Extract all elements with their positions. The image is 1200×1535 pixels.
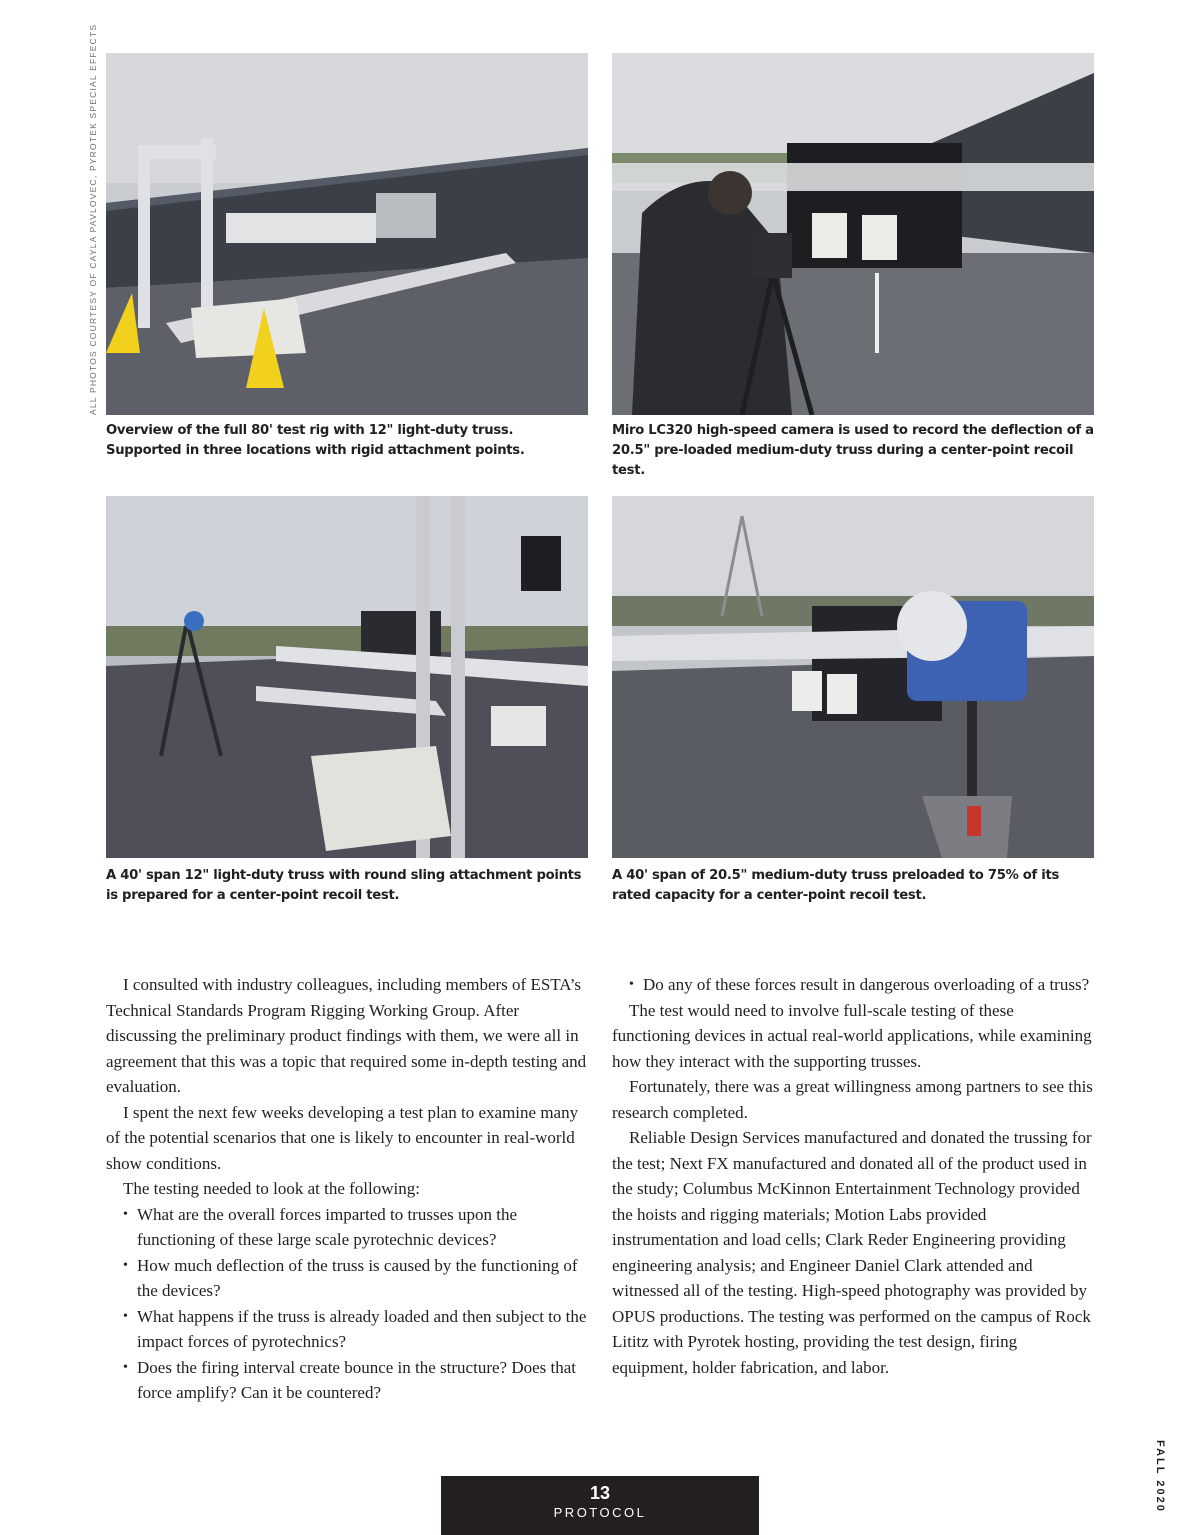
list-item: • Does the firing interval create bounce in the structure? Does that force amplify? Can it be countered?	[106, 1355, 590, 1406]
photo-caption: Overview of the full 80' test rig with 12" light-duty truss. Supported in three locations with rigid attachment points.	[106, 423, 525, 458]
photo-caption: A 40' span 12" light-duty truss with round sling attachment points is prepared for a center-point recoil test.	[106, 868, 582, 903]
paragraph: The testing needed to look at the following:	[123, 1179, 420, 1198]
photo-caption: Miro LC320 high-speed camera is used to record the deflection of a 20.5" pre-loaded medium-duty truss during a center-point recoil test.	[612, 423, 1094, 478]
photo-test-rig-overview	[106, 53, 588, 415]
bullet-list	[106, 1202, 590, 1406]
list-item: • Do any of these forces result in dangerous overloading of a truss?	[612, 972, 1096, 998]
body-column-left	[106, 972, 590, 1406]
paragraph: Reliable Design Services manufactured and donated the trussing for the test; Next FX manufactured and donated all of the product used in the study; Columbus McKinnon Entertainment Technology provided the hoists and rigging materials; Motion Labs provided instrumentation and load cells; Clark Reder Engineering providing engineering analysis; and Engineer Daniel Clark attended and witnessed all of the testing. High-speed photography was provided by OPUS productions. The testing was performed on the campus of Rock Lititz with Pyrotek hosting, providing the test design, firing equipment, holder fabrication, and labor.	[612, 1128, 1092, 1377]
list-item: • How much deflection of the truss is caused by the functioning of the devices?	[106, 1253, 590, 1304]
issue-label: FALL 2020	[1154, 1440, 1166, 1513]
paragraph: I consulted with industry colleagues, including members of ESTA’s Technical Standards Program Rigging Working Group. After discussing the preliminary product findings with them, we were all in agreement that this was a topic that required some in-depth testing and evaluation.	[106, 975, 587, 1096]
body-column-right	[612, 972, 1096, 1380]
bullet-list	[612, 972, 1096, 998]
photo-medium-duty-truss	[612, 496, 1094, 858]
photo-high-speed-camera	[612, 53, 1094, 415]
paragraph: The test would need to involve full-scale testing of these functioning devices in actual real-world applications, while examining how they interact with the supporting trusses.	[612, 1000, 1092, 1071]
magazine-name: PROTOCOL	[553, 1505, 647, 1520]
page-number: 13	[589, 1483, 611, 1503]
paragraph: I spent the next few weeks developing a test plan to examine many of the potential scenarios that one is likely to encounter in real-world show conditions.	[106, 1102, 579, 1173]
photo-light-duty-truss	[106, 496, 588, 858]
list-item: • What happens if the truss is already loaded and then subject to the impact forces of pyrotechnics?	[106, 1304, 590, 1355]
photo-caption: A 40' span of 20.5" medium-duty truss preloaded to 75% of its rated capacity for a center-point recoil test.	[612, 868, 1060, 903]
paragraph: Fortunately, there was a great willingness among partners to see this research completed.	[612, 1077, 1093, 1122]
photo-credit: ALL PHOTOS COURTESY OF CAYLA PAVLOVEC, PYROTEK SPECIAL EFFECTS	[88, 23, 98, 415]
list-item: • What are the overall forces imparted to trusses upon the functioning of these large scale pyrotechnic devices?	[106, 1202, 590, 1253]
page-folio	[441, 1476, 759, 1535]
